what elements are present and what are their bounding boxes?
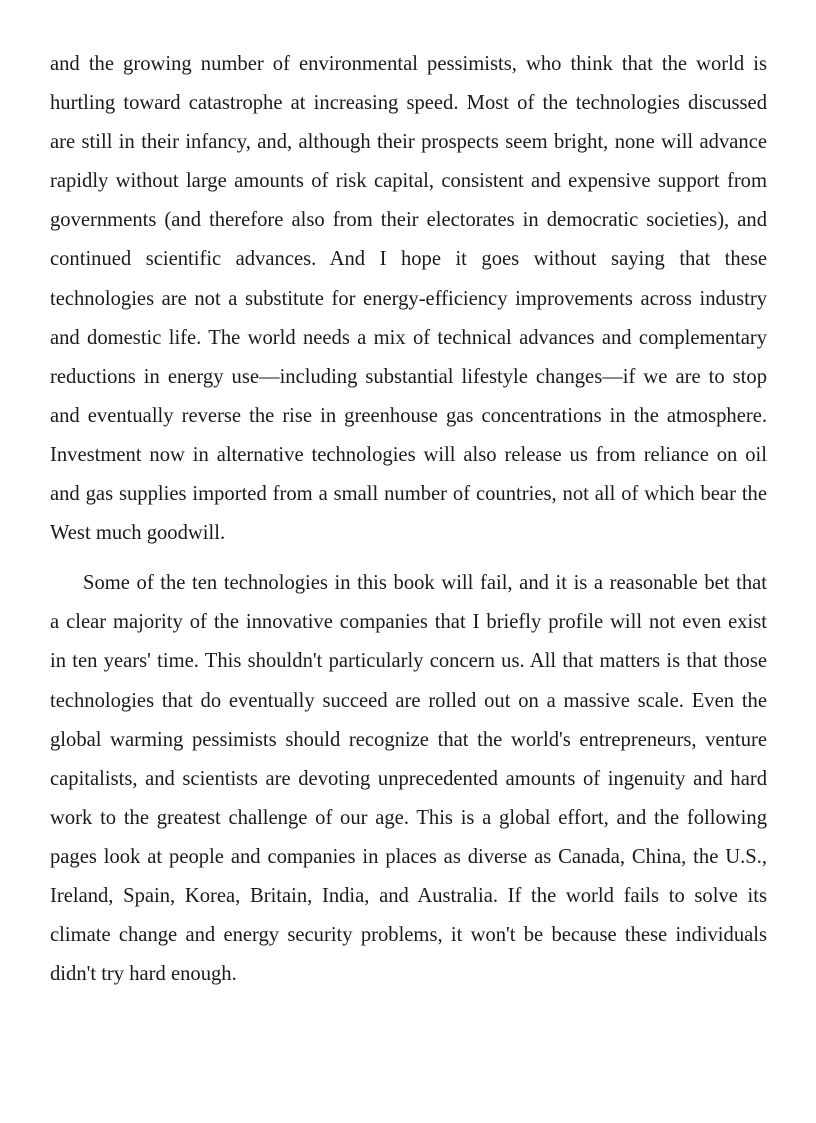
text-line: West much goodwill. xyxy=(50,522,226,545)
text-line: and the growing number of environmental pessimists, who think that the world is xyxy=(50,53,767,75)
text-line: Ireland, Spain, Korea, Britain, India, and Australia. If the world fails to solve its xyxy=(50,884,767,907)
text-line: capitalists, and scientists are devoting unprecedented amounts of ingenuity and hard xyxy=(50,767,767,790)
text-line: continued scientific advances. And I hope it goes without saying that these xyxy=(50,248,767,271)
text-line: Investment now in alternative technologies will also release us from reliance on oil xyxy=(50,443,767,466)
text-line: rapidly without large amounts of risk capital, consistent and expensive support from xyxy=(50,170,767,193)
text-line: work to the greatest challenge of our age. This is a global effort, and the following xyxy=(50,806,767,829)
text-line: a clear majority of the innovative companies that I briefly profile will not even exist xyxy=(50,611,767,634)
page-body xyxy=(50,45,767,994)
text-line: reductions in energy use—including substantial lifestyle changes—if we are to stop xyxy=(50,365,767,388)
text-line: climate change and energy security problems, it won't be because these individuals xyxy=(50,924,767,947)
text-line: technologies are not a substitute for energy-efficiency improvements across industry xyxy=(50,287,767,310)
body-paragraph-2 xyxy=(50,564,767,994)
text-line: didn't try hard enough. xyxy=(50,963,237,986)
text-line: hurtling toward catastrophe at increasing speed. Most of the technologies discussed xyxy=(50,92,767,115)
text-line: in ten years' time. This shouldn't particularly concern us. All that matters is that those xyxy=(50,650,767,673)
text-line: global warming pessimists should recognize that the world's entrepreneurs, venture xyxy=(50,728,767,751)
text-line: and gas supplies imported from a small number of countries, not all of which bear the xyxy=(50,483,767,506)
text-line: pages look at people and companies in places as diverse as Canada, China, the U.S., xyxy=(50,845,767,868)
text-line: Some of the ten technologies in this book will fail, and it is a reasonable bet that xyxy=(83,572,767,595)
text-line: governments (and therefore also from their electorates in democratic societies), and xyxy=(50,209,767,232)
text-line: and domestic life. The world needs a mix of technical advances and complementary xyxy=(50,326,767,349)
text-line: are still in their infancy, and, although their prospects seem bright, none will advance xyxy=(50,131,767,154)
body-paragraph-1 xyxy=(50,45,767,553)
text-line: and eventually reverse the rise in greenhouse gas concentrations in the atmosphere. xyxy=(50,404,767,427)
text-line: technologies that do eventually succeed are rolled out on a massive scale. Even the xyxy=(50,689,767,712)
